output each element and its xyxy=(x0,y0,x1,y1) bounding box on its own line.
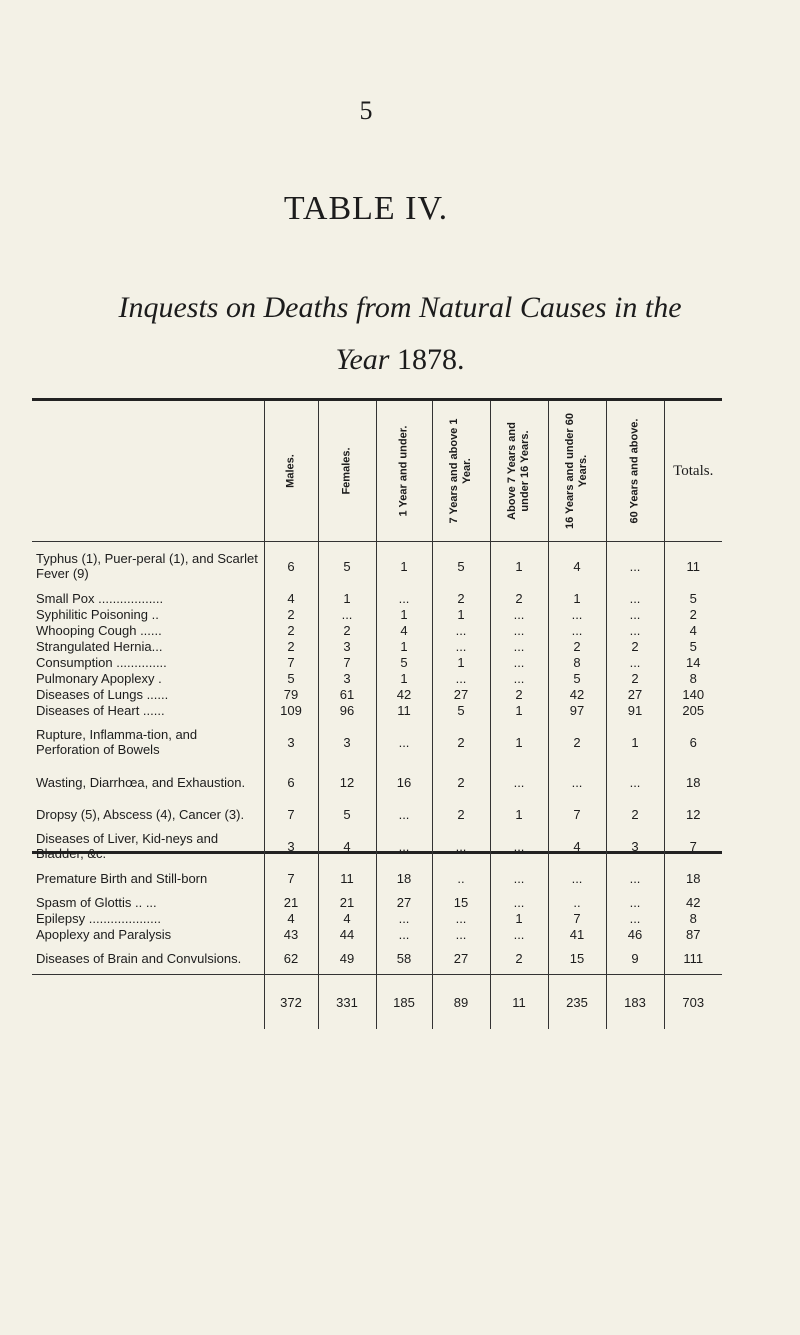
subtitle xyxy=(30,282,770,386)
value-cell: 27 xyxy=(376,894,432,910)
value-cell: 15 xyxy=(548,942,606,975)
cause-cell: Diseases of Lungs ...... xyxy=(36,686,169,702)
value-cell: 3 xyxy=(606,830,664,862)
value-cell: 91 xyxy=(606,702,664,718)
cause-cell: Premature Birth and Still-born xyxy=(36,870,208,886)
table-body xyxy=(32,542,722,1030)
value-cell: ... xyxy=(432,926,490,942)
value-cell: 2 xyxy=(664,606,722,622)
subtitle-year: 1878. xyxy=(396,343,465,376)
header-totals: Totals. xyxy=(664,401,722,542)
value-cell: 41 xyxy=(548,926,606,942)
value-cell: 21 xyxy=(318,894,376,910)
value-cell: 2 xyxy=(606,638,664,654)
value-cell: 3 xyxy=(318,718,376,766)
value-cell: 44 xyxy=(318,926,376,942)
cause-cell: Diseases of Brain and Convulsions. xyxy=(36,950,242,966)
value-cell: 1 xyxy=(376,638,432,654)
table-row xyxy=(32,606,722,622)
value-cell: ... xyxy=(376,830,432,862)
value-cell: 49 xyxy=(318,942,376,975)
value-cell: 5 xyxy=(318,798,376,830)
value-cell: ... xyxy=(490,638,548,654)
value-cell: ... xyxy=(490,862,548,894)
value-cell: 27 xyxy=(432,686,490,702)
value-cell: 5 xyxy=(548,670,606,686)
total-cell: 11 xyxy=(490,975,548,1030)
value-cell: 6 xyxy=(264,766,318,798)
value-cell: 6 xyxy=(664,718,722,766)
total-cell: 372 xyxy=(264,975,318,1030)
value-cell: ... xyxy=(548,862,606,894)
value-cell: 4 xyxy=(264,910,318,926)
totals-row xyxy=(32,975,722,1030)
header-age-7-above-1: 7 Years and above 1 Year. xyxy=(432,401,490,542)
table-row xyxy=(32,910,722,926)
total-cell: 183 xyxy=(606,975,664,1030)
table-row xyxy=(32,942,722,975)
inquests-table-frame xyxy=(32,398,722,1010)
value-cell: ... xyxy=(490,830,548,862)
value-cell: ... xyxy=(318,606,376,622)
value-cell: 5 xyxy=(432,702,490,718)
value-cell: 4 xyxy=(376,622,432,638)
value-cell: 18 xyxy=(376,862,432,894)
total-cell: 235 xyxy=(548,975,606,1030)
header-age-60-above: 60 Years and above. xyxy=(606,401,664,542)
value-cell: ... xyxy=(376,926,432,942)
value-cell: ... xyxy=(606,894,664,910)
header-females: Females. xyxy=(318,401,376,542)
value-cell: 1 xyxy=(432,606,490,622)
value-cell: 3 xyxy=(318,638,376,654)
value-cell: 2 xyxy=(548,718,606,766)
cause-cell: Diseases of Liver, Kid-neys and Bladder, &c. xyxy=(36,831,219,861)
cause-cell: Typhus (1), Puer-peral (1), and Scarlet Fever (9) xyxy=(36,551,258,581)
value-cell: ... xyxy=(490,622,548,638)
value-cell: ... xyxy=(548,622,606,638)
value-cell: 42 xyxy=(664,894,722,910)
value-cell: ... xyxy=(376,718,432,766)
cause-cell: Rupture, Inflamma-tion, and Perforation of Bowels xyxy=(36,727,198,757)
value-cell: 79 xyxy=(264,686,318,702)
header-row xyxy=(32,401,722,542)
totals-label-cell xyxy=(32,975,264,1030)
value-cell: 140 xyxy=(664,686,722,702)
value-cell: 2 xyxy=(432,718,490,766)
table-row xyxy=(32,718,722,766)
value-cell: 111 xyxy=(664,942,722,975)
value-cell: 8 xyxy=(664,670,722,686)
cause-cell: Consumption .............. xyxy=(36,654,167,670)
value-cell: ... xyxy=(432,638,490,654)
table-row xyxy=(32,654,722,670)
value-cell: 8 xyxy=(548,654,606,670)
value-cell: 3 xyxy=(264,830,318,862)
value-cell: ... xyxy=(490,670,548,686)
value-cell: 4 xyxy=(264,590,318,606)
subtitle-year-prefix: Year xyxy=(335,343,390,376)
value-cell: 4 xyxy=(548,542,606,591)
value-cell: 109 xyxy=(264,702,318,718)
value-cell: ... xyxy=(606,606,664,622)
value-cell: 58 xyxy=(376,942,432,975)
table-row xyxy=(32,702,722,718)
value-cell: ... xyxy=(490,926,548,942)
cause-cell: Whooping Cough ...... xyxy=(36,622,162,638)
value-cell: 9 xyxy=(606,942,664,975)
value-cell: 2 xyxy=(318,622,376,638)
header-cause xyxy=(32,401,264,542)
cause-cell: Apoplexy and Paralysis xyxy=(36,926,172,942)
value-cell: ... xyxy=(606,766,664,798)
value-cell: 11 xyxy=(376,702,432,718)
cause-cell: Epilepsy .................... xyxy=(36,910,161,926)
page-number: 5 xyxy=(359,96,373,125)
value-cell: .. xyxy=(548,894,606,910)
value-cell: 1 xyxy=(490,798,548,830)
value-cell: 1 xyxy=(376,670,432,686)
value-cell: ... xyxy=(376,910,432,926)
value-cell: 42 xyxy=(548,686,606,702)
value-cell: 3 xyxy=(264,718,318,766)
value-cell: 1 xyxy=(318,590,376,606)
value-cell: ... xyxy=(548,766,606,798)
value-cell: 46 xyxy=(606,926,664,942)
value-cell: 7 xyxy=(664,830,722,862)
value-cell: 2 xyxy=(432,766,490,798)
value-cell: 7 xyxy=(318,654,376,670)
table-row xyxy=(32,894,722,910)
value-cell: ... xyxy=(490,766,548,798)
value-cell: 1 xyxy=(490,718,548,766)
header-age-7-16: Above 7 Years and under 16 Years. xyxy=(490,401,548,542)
value-cell: 12 xyxy=(664,798,722,830)
value-cell: 2 xyxy=(264,606,318,622)
value-cell: 4 xyxy=(318,830,376,862)
value-cell: 2 xyxy=(432,590,490,606)
total-cell: 89 xyxy=(432,975,490,1030)
value-cell: 11 xyxy=(318,862,376,894)
value-cell: 12 xyxy=(318,766,376,798)
table-title: TABLE IV. xyxy=(283,190,449,227)
value-cell: ... xyxy=(490,606,548,622)
cause-cell: Diseases of Heart ...... xyxy=(36,702,165,718)
value-cell: 2 xyxy=(432,798,490,830)
value-cell: 14 xyxy=(664,654,722,670)
table-row xyxy=(32,622,722,638)
value-cell: 18 xyxy=(664,862,722,894)
value-cell: 1 xyxy=(548,590,606,606)
value-cell: 1 xyxy=(376,606,432,622)
value-cell: 61 xyxy=(318,686,376,702)
value-cell: ... xyxy=(490,654,548,670)
value-cell: 11 xyxy=(664,542,722,591)
table-row xyxy=(32,686,722,702)
value-cell: 15 xyxy=(432,894,490,910)
table-row xyxy=(32,670,722,686)
header-age-16-60: 16 Years and under 60 Years. xyxy=(548,401,606,542)
value-cell: ... xyxy=(606,654,664,670)
value-cell: 96 xyxy=(318,702,376,718)
value-cell: 4 xyxy=(548,830,606,862)
table-row xyxy=(32,830,722,862)
inquests-table xyxy=(32,401,722,1029)
value-cell: ... xyxy=(432,670,490,686)
value-cell: 2 xyxy=(264,638,318,654)
value-cell: 2 xyxy=(490,942,548,975)
total-cell: 703 xyxy=(664,975,722,1030)
value-cell: .. xyxy=(432,862,490,894)
value-cell: 27 xyxy=(606,686,664,702)
table-row xyxy=(32,542,722,591)
value-cell: 1 xyxy=(490,542,548,591)
header-males: Males. xyxy=(264,401,318,542)
value-cell: 42 xyxy=(376,686,432,702)
value-cell: 6 xyxy=(264,542,318,591)
subtitle-line-1: Inquests on Deaths from Natural Causes in the xyxy=(118,291,682,324)
total-cell: 185 xyxy=(376,975,432,1030)
value-cell: 62 xyxy=(264,942,318,975)
value-cell: 7 xyxy=(548,910,606,926)
value-cell: 87 xyxy=(664,926,722,942)
value-cell: 27 xyxy=(432,942,490,975)
value-cell: ... xyxy=(606,590,664,606)
value-cell: 2 xyxy=(548,638,606,654)
table-row xyxy=(32,862,722,894)
cause-cell: Small Pox .................. xyxy=(36,590,164,606)
value-cell: ... xyxy=(432,910,490,926)
value-cell: 3 xyxy=(318,670,376,686)
table-row xyxy=(32,926,722,942)
table-row xyxy=(32,766,722,798)
value-cell: ... xyxy=(432,830,490,862)
value-cell: ... xyxy=(606,862,664,894)
value-cell: ... xyxy=(490,894,548,910)
cause-cell: Dropsy (5), Abscess (4), Cancer (3). xyxy=(36,806,245,822)
value-cell: ... xyxy=(606,910,664,926)
value-cell: 4 xyxy=(664,622,722,638)
value-cell: 5 xyxy=(376,654,432,670)
value-cell: 5 xyxy=(264,670,318,686)
value-cell: 1 xyxy=(490,702,548,718)
value-cell: 8 xyxy=(664,910,722,926)
value-cell: 1 xyxy=(490,910,548,926)
cause-cell: Wasting, Diarrhœa, and Exhaustion. xyxy=(36,774,246,790)
cause-cell: Strangulated Hernia... xyxy=(36,638,163,654)
value-cell: 2 xyxy=(606,670,664,686)
table-row xyxy=(32,798,722,830)
value-cell: 5 xyxy=(664,638,722,654)
value-cell: 205 xyxy=(664,702,722,718)
value-cell: ... xyxy=(548,606,606,622)
value-cell: 1 xyxy=(432,654,490,670)
value-cell: 7 xyxy=(264,798,318,830)
value-cell: 16 xyxy=(376,766,432,798)
value-cell: 7 xyxy=(548,798,606,830)
value-cell: 43 xyxy=(264,926,318,942)
cause-cell: Spasm of Glottis .. ... xyxy=(36,894,157,910)
value-cell: ... xyxy=(606,542,664,591)
value-cell: 7 xyxy=(264,654,318,670)
value-cell: 4 xyxy=(318,910,376,926)
value-cell: ... xyxy=(432,622,490,638)
value-cell: 5 xyxy=(318,542,376,591)
value-cell: 1 xyxy=(606,718,664,766)
value-cell: 2 xyxy=(606,798,664,830)
value-cell: 2 xyxy=(490,590,548,606)
value-cell: 2 xyxy=(264,622,318,638)
value-cell: ... xyxy=(376,798,432,830)
table-row xyxy=(32,638,722,654)
value-cell: 21 xyxy=(264,894,318,910)
value-cell: 18 xyxy=(664,766,722,798)
cause-cell: Syphilitic Poisoning .. xyxy=(36,606,159,622)
value-cell: 7 xyxy=(264,862,318,894)
total-cell: 331 xyxy=(318,975,376,1030)
value-cell: 5 xyxy=(664,590,722,606)
header-age-1-under: 1 Year and under. xyxy=(376,401,432,542)
value-cell: ... xyxy=(606,622,664,638)
cause-cell: Pulmonary Apoplexy . xyxy=(36,670,162,686)
value-cell: 1 xyxy=(376,542,432,591)
table-row xyxy=(32,590,722,606)
value-cell: 2 xyxy=(490,686,548,702)
value-cell: 5 xyxy=(432,542,490,591)
value-cell: 97 xyxy=(548,702,606,718)
value-cell: ... xyxy=(376,590,432,606)
